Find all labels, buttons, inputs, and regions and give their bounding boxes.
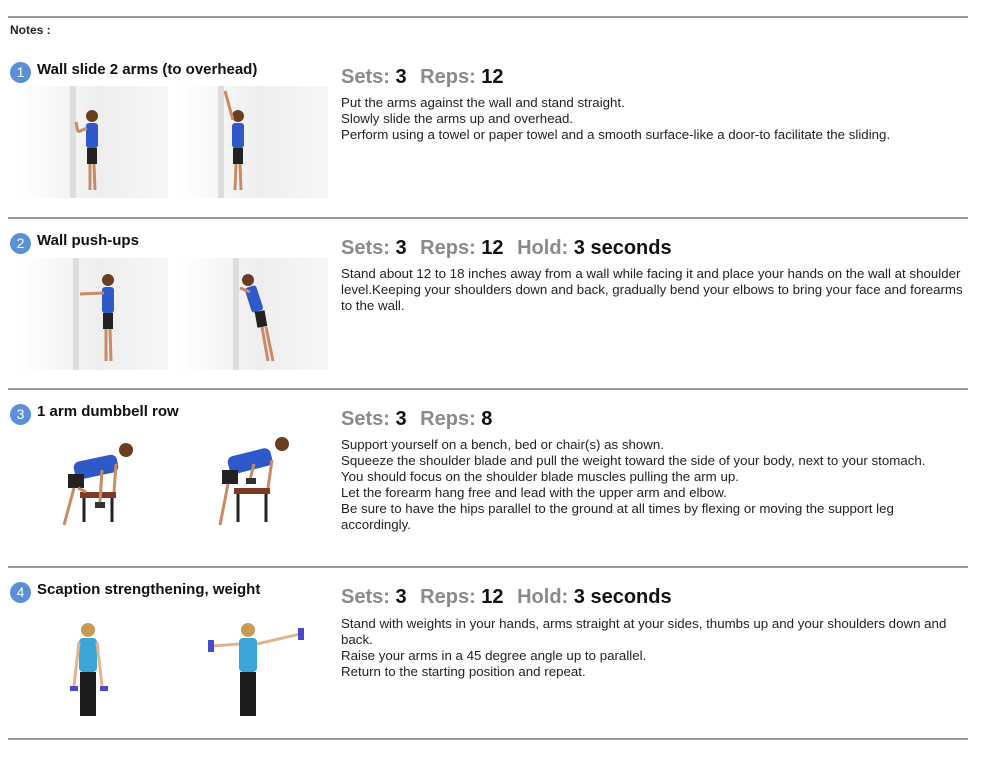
top-rule: [8, 16, 968, 18]
sets-value: 3: [395, 66, 407, 88]
exercise-params: [341, 66, 512, 89]
sets-label: Sets:: [341, 408, 390, 430]
reps-value: 12: [481, 66, 504, 88]
reps-label: Reps:: [420, 237, 476, 259]
exercise-photo-end: [178, 258, 328, 370]
exercise-description: [341, 437, 966, 533]
description-line: Perform using a towel or paper towel and a smooth surface-like a door-to facilitate the sliding.: [341, 127, 891, 142]
description-line: Stand about 12 to 18 inches away from a wall while facing it and place your hands on the wall at shoulder level.Keeping your shoulders down and back, gradually bend your elbows to bring your face and forearms to the wall.: [341, 266, 963, 313]
exercise-photo-end: [198, 608, 348, 720]
exercise-title: 1 arm dumbbell row: [37, 403, 179, 420]
description-line: Squeeze the shoulder blade and pull the weight toward the side of your body, next to your stomach.: [341, 453, 926, 468]
exercise-title: Wall slide 2 arms (to overhead): [37, 61, 258, 78]
notes-label: Notes :: [10, 23, 51, 37]
reps-label: Reps:: [420, 408, 476, 430]
description-line: Put the arms against the wall and stand straight.: [341, 95, 625, 110]
exercise-params: [341, 237, 680, 260]
hold-label: Hold:: [517, 237, 569, 259]
hold-label: Hold:: [517, 586, 569, 608]
bottom-rule: [8, 738, 968, 740]
exercise-params: [341, 586, 680, 609]
reps-value: 12: [481, 237, 504, 259]
exercise-description: [341, 616, 966, 680]
sets-label: Sets:: [341, 66, 390, 88]
description-line: Support yourself on a bench, bed or chair(s) as shown.: [341, 437, 664, 452]
description-line: Stand with weights in your hands, arms straight at your sides, thumbs up and your shoulders down and back.: [341, 616, 947, 647]
hold-value: 3 seconds: [573, 586, 672, 608]
exercise-number-badge: 4: [10, 582, 31, 603]
exercise-description: [341, 266, 966, 314]
description-line: Slowly slide the arms up and overhead.: [341, 111, 574, 126]
exercise-title: Wall push-ups: [37, 232, 139, 249]
reps-value: 8: [481, 408, 493, 430]
hold-value: 3 seconds: [573, 237, 672, 259]
reps-label: Reps:: [420, 586, 476, 608]
exercise-params: [341, 408, 500, 431]
description-line: Be sure to have the hips parallel to the ground at all times by flexing or moving the support leg accordingly.: [341, 501, 894, 532]
exercise-photo-start: [18, 430, 168, 540]
sets-value: 3: [395, 408, 407, 430]
exercise-number-badge: 2: [10, 233, 31, 254]
description-line: Let the forearm hang free and lead with the upper arm and elbow.: [341, 485, 727, 500]
sets-value: 3: [395, 586, 407, 608]
exercise-number-badge: 1: [10, 62, 31, 83]
section-rule: [8, 217, 968, 219]
description-line: You should focus on the shoulder blade muscles pulling the arm up.: [341, 469, 739, 484]
exercise-photo-end: [178, 86, 328, 198]
sets-label: Sets:: [341, 586, 390, 608]
sets-label: Sets:: [341, 237, 390, 259]
exercise-photo-start: [18, 258, 168, 370]
exercise-title: Scaption strengthening, weight: [37, 581, 261, 598]
exercise-photo-start: [18, 86, 168, 198]
exercise-number-badge: 3: [10, 404, 31, 425]
exercise-photo-end: [198, 430, 348, 540]
description-line: Raise your arms in a 45 degree angle up to parallel.: [341, 648, 647, 663]
exercise-photo-start: [18, 608, 168, 720]
section-rule: [8, 566, 968, 568]
reps-label: Reps:: [420, 66, 476, 88]
reps-value: 12: [481, 586, 504, 608]
sets-value: 3: [395, 237, 407, 259]
exercise-description: [341, 95, 966, 143]
description-line: Return to the starting position and repeat.: [341, 664, 586, 679]
section-rule: [8, 388, 968, 390]
